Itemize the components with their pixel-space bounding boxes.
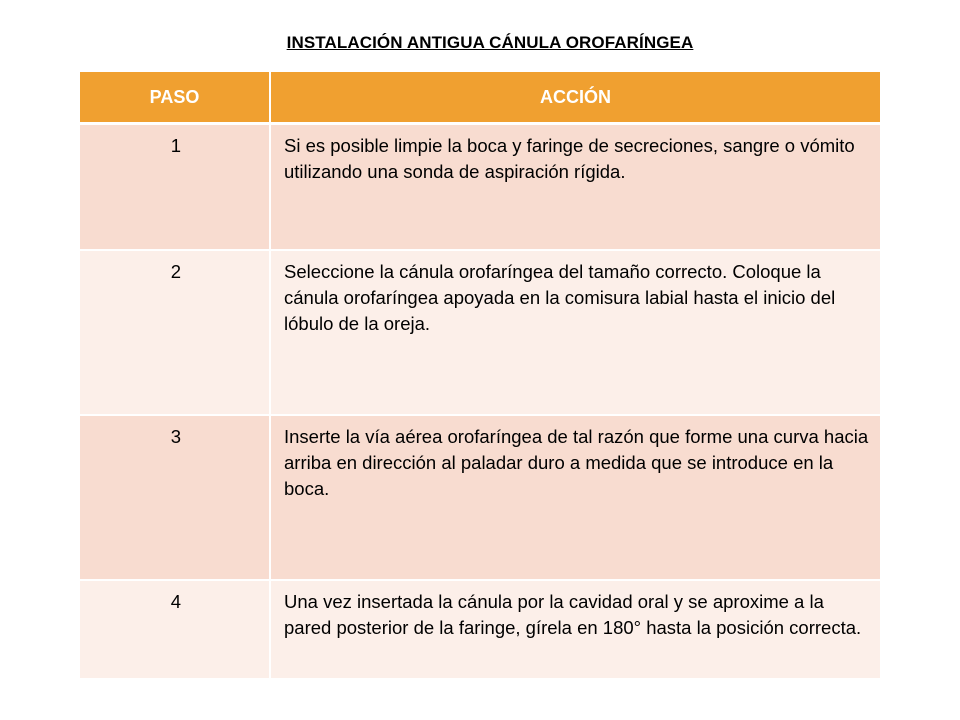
page-title: INSTALACIÓN ANTIGUA CÁNULA OROFARÍNGEA — [286, 33, 694, 52]
step-number: 4 — [80, 580, 270, 678]
step-number: 3 — [80, 415, 270, 580]
step-action: Seleccione la cánula orofaríngea del tamaño correcto. Coloque la cánula orofaríngea apoyada en la comisura labial hasta el inicio del lóbulo de la oreja. — [270, 250, 880, 415]
step-action: Inserte la vía aérea orofaríngea de tal razón que forme una curva hacia arriba en dirección al paladar duro a medida que se introduce en la boca. — [270, 415, 880, 580]
step-number: 1 — [80, 124, 270, 251]
table-header-row — [80, 72, 880, 124]
column-header-paso: PASO — [80, 72, 270, 124]
step-number: 2 — [80, 250, 270, 415]
steps-table — [80, 72, 880, 678]
step-action: Si es posible limpie la boca y faringe de secreciones, sangre o vómito utilizando una sonda de aspiración rígida. — [270, 124, 880, 251]
column-header-accion: ACCIÓN — [270, 72, 880, 124]
step-action: Una vez insertada la cánula por la cavidad oral y se aproxime a la pared posterior de la faringe, gírela en 180° hasta la posición correcta. — [270, 580, 880, 678]
table-row — [80, 580, 880, 678]
table-row — [80, 250, 880, 415]
table-row — [80, 415, 880, 580]
table-row — [80, 124, 880, 251]
